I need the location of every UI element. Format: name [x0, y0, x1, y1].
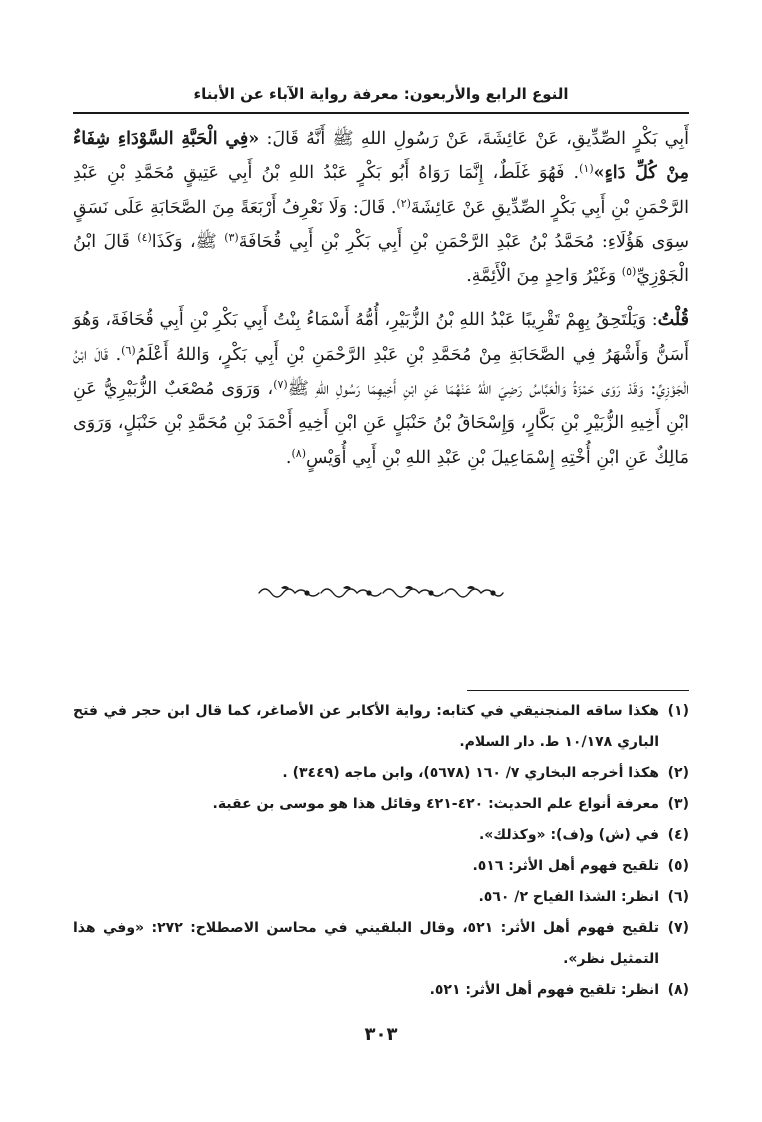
- text-span: . فَهُوَ غَلَطٌ، إِنَّمَا رَوَاهُ أَبُو بَكْرٍ عَبْدُ اللهِ بْنُ أَبِي عَتِيقٍ مُحَمَّدِ بْنِ عَبْدِ الرَّحْمَنِ بْنِ أَبِي بَكْرٍ الصِّدِّيقِ عَنْ عَائِشَةَ: [73, 163, 689, 218]
- footnote-ref-3[interactable]: (٣): [224, 230, 239, 244]
- footnote-number: (٣): [667, 796, 689, 812]
- footnote-ref-6[interactable]: (٦): [121, 343, 136, 357]
- footnote-text: تلقيح فهوم أهل الأثر: ٥١٦.: [472, 858, 659, 874]
- running-title: النوع الرابع والأربعون: معرفة رواية الآباء عن الأبناء: [193, 85, 569, 103]
- footnote-5: [73, 851, 689, 882]
- footnote-2: [73, 758, 689, 789]
- footnote-6: [73, 882, 689, 913]
- footnote-ref-1[interactable]: (١): [579, 162, 594, 176]
- footnote-text: هكذا أخرجه البخاري ٧/ ١٦٠ (٥٦٧٨)، وابن ماجه (٣٤٤٩) .: [282, 765, 659, 781]
- footnotes: [73, 696, 689, 1006]
- footnote-number: (٢): [667, 765, 689, 781]
- footnote-text: انظر: الشذا الفياح ٢/ ٥٦٠.: [478, 889, 659, 905]
- text-span: وَغَيْرُ وَاحِدٍ مِنَ الْأَئِمَّةِ.: [466, 266, 622, 287]
- footnote-text: في (ش) و(ف): «وكذلك».: [478, 827, 659, 843]
- footnote-ref-7[interactable]: (٧): [273, 378, 288, 392]
- footnote-text: تلقيح فهوم أهل الأثر: ٥٢١، وقال البلقيني في محاسن الاصطلاح: ٢٧٢: «وفي هذا التمثيل نظر».: [73, 920, 659, 967]
- running-head: [73, 82, 689, 114]
- text-span: ، وَرَوَى مُصْعَبٌ الزُّبَيْرِيُّ عَنِ ابْنِ أَخِيهِ الزُّبَيْرِ بْنِ بَكَّارٍ، وَإِسْحَاقُ بْنُ حَنْبَلٍ عَنِ ابْنِ أَخِيهِ أَحْمَدَ بْنِ مُحَمَّدِ بْنِ حَنْبَلٍ، وَرَوَى مَالِكٌ عَنِ ابْنِ أُخْتِهِ إِسْمَاعِيلَ بْنِ عَبْدِ اللهِ بْنِ أَبِي أُوَيْسٍ: [73, 379, 689, 468]
- footnote-ref-5[interactable]: (٥): [621, 265, 637, 279]
- footnote-number: (٧): [667, 920, 689, 936]
- footnote-number: (٤): [667, 827, 689, 843]
- footnote-ref-2[interactable]: (٢): [396, 196, 411, 210]
- footnote-1: [73, 696, 689, 758]
- footnote-text: معرفة أنواع علم الحديث: ٤٢٠-٤٢١ وقائل هذا هو موسى بن عقبة.: [212, 796, 659, 812]
- floral-divider-icon: [255, 582, 507, 602]
- paragraph-lead: قُلْتُ: [657, 310, 689, 331]
- footnote-number: (٨): [667, 982, 689, 998]
- footnote-ref-4[interactable]: (٤): [137, 230, 152, 244]
- text-span: ﷺ، وَكَذَا: [151, 231, 225, 252]
- hadith-quote: «فِي الْحَبَّةِ السَّوْدَاءِ شِفَاءٌ مِنْ كُلِّ دَاءٍ»: [73, 129, 689, 184]
- footnote-text: هكذا ساقه المنجنيقي في كتابه: رواية الأكابر عن الأصاغر، كما قال ابن حجر في فتح الباري ١٠/١٧٨ ط. دار السلام.: [73, 703, 659, 750]
- footnote-number: (٥): [667, 858, 689, 874]
- footnote-7: [73, 913, 689, 975]
- footnote-number: (٦): [667, 889, 689, 905]
- paragraph-2: [73, 303, 689, 474]
- footnote-8: [73, 975, 689, 1006]
- text-span: . قَالَ: وَلَا نَعْرِفُ أَرْبَعَةً مِنَ الصَّحَابَةِ عَلَى نَسَقٍ سِوَى هَؤُلَاءِ: مُحَمَّدُ بْنُ عَبْدِ الرَّحْمَنِ بْنِ أَبِي بَكْرِ بْنِ أَبِي قُحَافَةَ: [73, 197, 689, 252]
- footnote-3: [73, 789, 689, 820]
- main-text: [73, 122, 689, 475]
- text-span: قَالَ ابْنُ الْجَوْزِيِّ: [73, 231, 689, 287]
- text-span: : وَيَلْتَحِقُ بِهِمْ تَقْرِيبًا عَبْدُ اللهِ بْنُ الزُّبَيْرِ، أُمُّهُ أَسْمَاءُ بِنْتُ أَبِي بَكْرِ بْنِ أَبِي قُحَافَةَ، وَهُوَ أَسَنُّ وَأَشْهَرُ فِي الصَّحَابَةِ مِنْ مُحَمَّدِ بْنِ عَبْدِ الرَّحْمَنِ بْنِ أَبِي بَكْرٍ، وَاللهُ أَعْلَمُ: [73, 310, 689, 365]
- page-number: ٣٠٣: [364, 1024, 398, 1045]
- paragraph-1: [73, 122, 689, 293]
- text-span: . قَالَ ابْنُ الْجَوْزِيِّ: وَقَدْ رَوَى حَمْزَةُ وَالْعَبَّاسُ رَضِيَ اللهُ عَنْهُمَا عَنِ ابْنِ أَخِيهِمَا رَسُولِ اللهِ ﷺ: [73, 344, 689, 400]
- footnote-4: [73, 820, 689, 851]
- footnote-separator: [467, 690, 689, 691]
- text-span: .: [285, 447, 292, 468]
- footnote-ref-8[interactable]: (٨): [291, 446, 306, 460]
- text-span: أَبِي بَكْرٍ الصِّدِّيقِ، عَنْ عَائِشَةَ، عَنْ رَسُولِ اللهِ ﷺ أَنَّهُ قَالَ:: [259, 129, 689, 149]
- footnote-number: (١): [667, 703, 689, 719]
- footnote-text: انظر: تلقيح فهوم أهل الأثر: ٥٢١.: [429, 982, 659, 998]
